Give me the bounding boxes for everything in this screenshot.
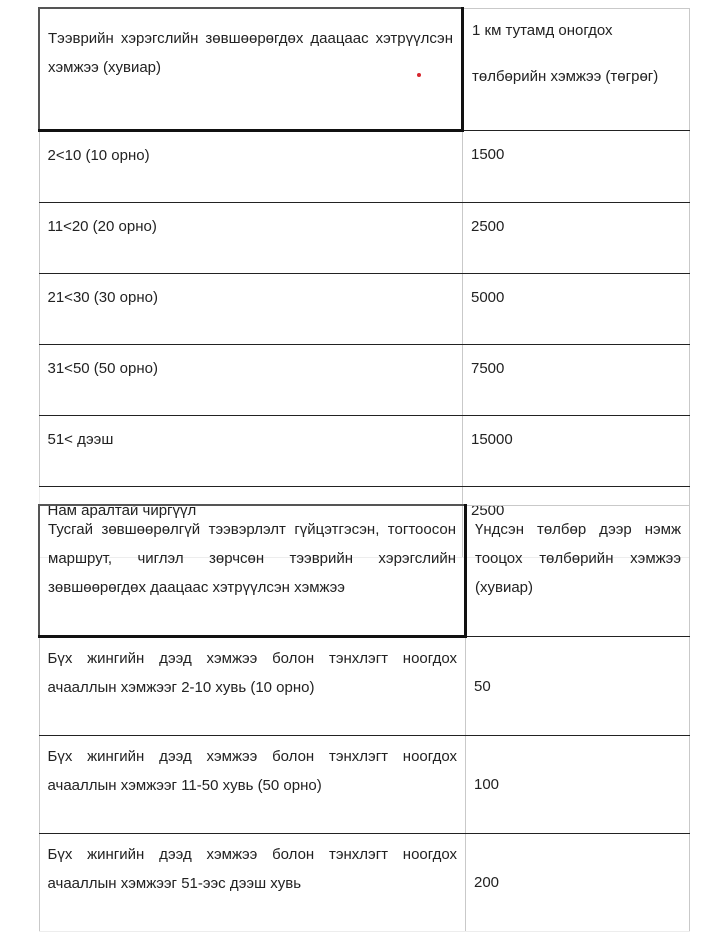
cell-range: 2<10 (10 орно) xyxy=(39,131,463,203)
cell-value: 50 xyxy=(466,637,690,736)
header-overload-percent: Тээврийн хэрэгслийн зөвшөөрөгдөх даацаас хэтрүүлсэн хэмжээ (хувиар) xyxy=(39,8,463,131)
header-additional-percent: Үндсэн төлбөр дээр нэмж тооцох төлбөрийн хэмжээ (хувиар) xyxy=(466,505,690,637)
table-row xyxy=(39,345,690,416)
cell-value: 200 xyxy=(466,834,690,932)
header-fee-line1: 1 км тутамд оногдох xyxy=(472,21,613,39)
table-row xyxy=(39,131,690,203)
cell-fee: 2500 xyxy=(463,203,690,274)
cell-range: 31<50 (50 орно) xyxy=(39,345,463,416)
cell-description: Бүх жингийн дээд хэмжээ болон тэнхлэгт ноогдох ачааллын хэмжээг 51-ээс дээш хувь xyxy=(39,834,466,932)
cell-range: 21<30 (30 орно) xyxy=(39,274,463,345)
cell-range: Нам аралтай чиргүүл xyxy=(39,487,463,558)
table-row xyxy=(39,637,690,736)
table-row xyxy=(39,416,690,487)
table-row xyxy=(39,274,690,345)
overload-fee-table xyxy=(38,7,690,558)
cell-description: Бүх жингийн дээд хэмжээ болон тэнхлэгт ноогдох ачааллын хэмжээг 2-10 хувь (10 орно) xyxy=(39,637,466,736)
red-marker-dot xyxy=(417,73,421,77)
cell-fee: 2500 xyxy=(463,487,690,558)
header-violation: Тусгай зөвшөөрөлгүй тээвэрлэлт гүйцэтгэсэн, тогтоосон маршрут, чиглэл зөрчсөн тээврийн хэрэгслийн зөвшөөрөгдөх даацаас хэтрүүлсэн хэмжээ xyxy=(39,505,466,637)
table-row xyxy=(39,834,690,932)
table-row xyxy=(39,203,690,274)
additional-fee-table xyxy=(38,504,690,932)
cell-fee: 15000 xyxy=(463,416,690,487)
header-fee-per-km xyxy=(463,8,690,131)
cell-fee: 5000 xyxy=(463,274,690,345)
cell-range: 11<20 (20 орно) xyxy=(39,203,463,274)
header-fee-line2: төлбөрийн хэмжээ (төгрөг) xyxy=(472,67,659,85)
table-header-row xyxy=(39,8,690,131)
cell-value: 100 xyxy=(466,736,690,834)
table-row xyxy=(39,736,690,834)
cell-description: Бүх жингийн дээд хэмжээ болон тэнхлэгт ноогдох ачааллын хэмжээг 11-50 хувь (50 орно) xyxy=(39,736,466,834)
table-header-row xyxy=(39,505,690,637)
cell-range: 51< дээш xyxy=(39,416,463,487)
cell-fee: 1500 xyxy=(463,131,690,203)
cell-fee: 7500 xyxy=(463,345,690,416)
